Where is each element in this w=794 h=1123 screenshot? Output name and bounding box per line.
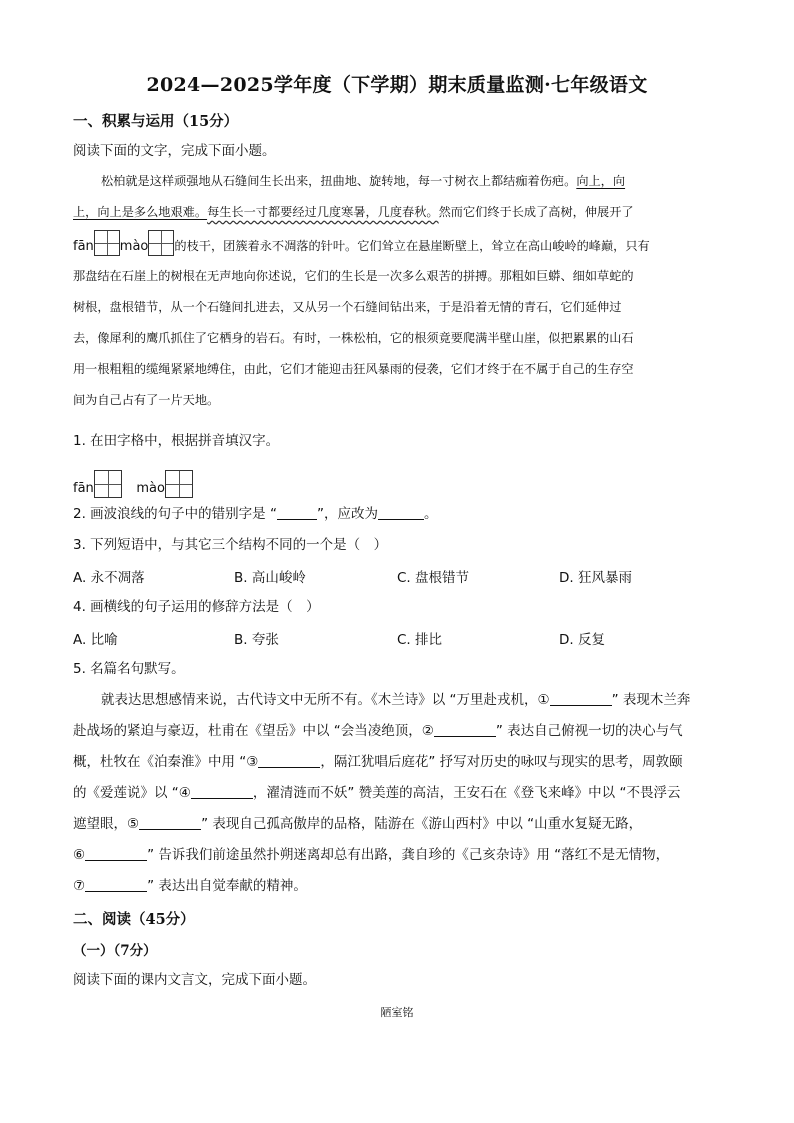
section2-subheading: （一）（7分） [73, 943, 157, 959]
q5-line-4: 的《爱莲说》以 “④ ，濯清涟而不妖” 赞美莲的高洁，王安石在《登飞来峰》中以 “不畏浮云 [73, 785, 681, 801]
q3-option-d[interactable]: D. 狂风暴雨 [559, 570, 632, 586]
q5-line-3: 概，杜牧在《泊秦淮》中用 “③ ，隔江犹唱后庭花” 抒写对历史的咏叹与现实的思考，周敦颐 [73, 754, 683, 770]
q4-option-d[interactable]: D. 反复 [559, 632, 605, 648]
q1-pinyin-fan: fān [73, 481, 94, 496]
q2-blank-wrong-char[interactable] [277, 505, 317, 520]
q5-blank-1[interactable] [550, 691, 612, 706]
pinyin-mao: mào [119, 239, 149, 254]
q5-blank-6[interactable] [85, 846, 147, 861]
page-title: 2024—2025学年度（下学期）期末质量监测·七年级语文 [146, 74, 648, 96]
passage-line-2: 上，向上是多么地艰难。每生长一寸都要经过几度寒暑，几度春秋。然而它们终于长成了高树，伸展开了 [73, 205, 634, 219]
q5-line-7: ⑦ ” 表达出自觉奉献的精神。 [73, 878, 307, 894]
passage-line-7: 用一根粗粗的缆绳紧紧地缚住，由此，它们才能迎击狂风暴雨的侵袭，它们才终于在不属于自己的生存空 [73, 362, 634, 376]
q1-tianzige-box-1[interactable] [94, 470, 122, 498]
section2-heading: 二、阅读（45分） [73, 911, 195, 928]
q5-blank-3[interactable] [258, 753, 320, 768]
tianzige-box-1[interactable] [94, 230, 120, 256]
pinyin-fan: fān [73, 239, 94, 254]
question-1-boxes [73, 470, 193, 499]
q5-line-5: 遮望眼，⑤ ” 表现自己孤高傲岸的品格，陆游在《游山西村》中以 “山重水复疑无路， [73, 816, 643, 832]
q5-blank-5[interactable] [139, 815, 201, 830]
question-4: 4. 画横线的句子运用的修辞方法是（ ） [73, 599, 320, 615]
wavy-sentence: 每生长一寸都要经过几度寒暑，几度春秋。 [207, 205, 439, 219]
q3-option-a[interactable]: A. 永不凋落 [73, 570, 145, 586]
q2-blank-correct-char[interactable] [378, 505, 424, 520]
q1-pinyin-mao: mào [136, 481, 165, 496]
passage-line-4: 那盘结在石崖上的树根在无声地向你述说，它们的生长是一次多么艰苦的拼搏。那粗如巨蟒、细如草蛇的 [73, 269, 634, 283]
question-3: 3. 下列短语中，与其它三个结构不同的一个是（ ） [73, 537, 388, 553]
underlined-sentence-part1: 向上，向 [576, 174, 626, 188]
underlined-sentence-part2: 上，向上是多么地艰难。 [73, 205, 208, 219]
passage-line-5: 树根，盘根错节，从一个石缝间扎进去，又从另一个石缝间钻出来，于是沿着无情的青石，它们延伸过 [73, 300, 622, 314]
q3-option-c[interactable]: C. 盘根错节 [397, 570, 470, 586]
q3-option-b[interactable]: B. 高山峻岭 [234, 570, 306, 586]
question-1: 1. 在田字格中，根据拼音填汉字。 [73, 433, 280, 449]
question-5: 5. 名篇名句默写。 [73, 661, 185, 677]
q5-blank-2[interactable] [434, 722, 496, 737]
q5-blank-4[interactable] [191, 784, 253, 799]
q5-line-1: 就表达思想感情来说，古代诗文中无所不有。《木兰诗》以 “万里赴戎机，① ” 表现木兰奔 [101, 692, 691, 708]
q5-line-2: 赴战场的紧迫与豪迈，杜甫在《望岳》中以 “会当凌绝顶，② ” 表达自己俯视一切的决心与气 [73, 723, 683, 739]
passage-line-8: 间为自己占有了一片天地。 [73, 393, 220, 407]
q4-option-b[interactable]: B. 夸张 [234, 632, 279, 648]
q4-option-a[interactable]: A. 比喻 [73, 632, 118, 648]
section1-heading: 一、积累与运用（15分） [73, 113, 239, 130]
section1-instruction: 阅读下面的文字，完成下面小题。 [73, 143, 276, 159]
passage-line-3: fān mào 的枝干，团簇着永不凋落的针叶。它们耸立在悬崖断壁上，耸立在高山峻岭的峰巅，只有 [73, 230, 650, 262]
q5-blank-7[interactable] [85, 877, 147, 892]
question-2: 2. 画波浪线的句子中的错别字是 “ ”，应改为 。 [73, 506, 438, 522]
passage-line-1: 松柏就是这样顽强地从石缝间生长出来，扭曲地、旋转地，每一寸树衣上都结痂着伤疤。向上，向 [101, 174, 626, 188]
passage-line-6: 去，像犀利的鹰爪抓住了它栖身的岩石。有时，一株松柏，它的根须竟要爬满半壁山崖，似把累累的山石 [73, 331, 634, 345]
q1-tianzige-box-2[interactable] [165, 470, 193, 498]
q5-line-6: ⑥ ” 告诉我们前途虽然扑朔迷离却总有出路，龚自珍的《己亥杂诗》用 “落红不是无情物， [73, 847, 670, 863]
q4-option-c[interactable]: C. 排比 [397, 632, 443, 648]
tianzige-box-2[interactable] [148, 230, 174, 256]
section2-instruction: 阅读下面的课内文言文，完成下面小题。 [73, 972, 316, 988]
poem-title: 陋室铭 [380, 1006, 414, 1019]
